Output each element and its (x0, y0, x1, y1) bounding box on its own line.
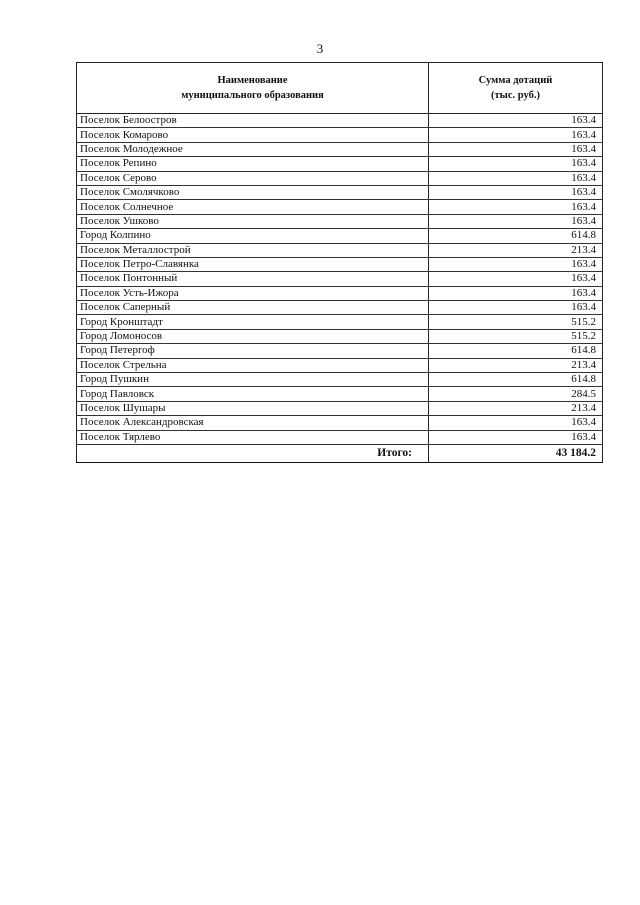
subsidy-sum-cell: 163.4 (429, 114, 603, 128)
table-row (77, 185, 603, 199)
municipality-name-cell: Поселок Солнечное (77, 200, 429, 214)
table-row (77, 401, 603, 415)
column-header-municipality-line2: муниципального образования (181, 90, 324, 101)
subsidy-sum-cell: 163.4 (429, 185, 603, 199)
table-row (77, 358, 603, 372)
municipality-name-cell: Поселок Белоостров (77, 114, 429, 128)
municipality-name-cell: Поселок Смолячково (77, 185, 429, 199)
subsidy-sum-cell: 614.8 (429, 344, 603, 358)
subsidy-sum-cell: 163.4 (429, 416, 603, 430)
table-row (77, 171, 603, 185)
table-row (77, 243, 603, 257)
column-header-municipality (77, 63, 429, 114)
municipality-name-cell: Город Петергоф (77, 344, 429, 358)
subsidy-sum-cell: 213.4 (429, 243, 603, 257)
municipality-name-cell: Город Колпино (77, 229, 429, 243)
subsidy-sum-cell: 213.4 (429, 401, 603, 415)
column-header-subsidy-sum (429, 63, 603, 114)
municipality-name-cell: Поселок Шушары (77, 401, 429, 415)
municipality-name-cell: Поселок Саперный (77, 301, 429, 315)
municipality-name-cell: Поселок Молодежное (77, 142, 429, 156)
table-row (77, 229, 603, 243)
table-header-row (77, 63, 603, 114)
subsidy-sum-cell: 614.8 (429, 229, 603, 243)
municipality-name-cell: Поселок Тярлево (77, 430, 429, 444)
subsidy-sum-cell: 163.4 (429, 128, 603, 142)
municipality-name-cell: Поселок Ушково (77, 214, 429, 228)
table-row (77, 114, 603, 128)
column-header-subsidy-sum-line1: Сумма дотаций (478, 75, 553, 86)
municipality-name-cell: Поселок Понтонный (77, 272, 429, 286)
total-label: Итого: (77, 444, 429, 462)
subsidy-sum-cell: 163.4 (429, 430, 603, 444)
subsidy-table (76, 62, 603, 463)
column-header-subsidy-sum-line2: (тыс. руб.) (491, 90, 540, 101)
municipality-name-cell: Поселок Стрельна (77, 358, 429, 372)
subsidy-sum-cell: 163.4 (429, 214, 603, 228)
municipality-name-cell: Город Кронштадт (77, 315, 429, 329)
table-row (77, 416, 603, 430)
table-row (77, 214, 603, 228)
subsidy-sum-cell: 213.4 (429, 358, 603, 372)
municipality-name-cell: Поселок Петро-Славянка (77, 257, 429, 271)
table-row (77, 315, 603, 329)
column-header-municipality-line1: Наименование (217, 75, 288, 86)
municipality-name-cell: Поселок Репино (77, 157, 429, 171)
table-row (77, 344, 603, 358)
table-row (77, 257, 603, 271)
page-number: 3 (316, 41, 324, 56)
subsidy-sum-cell: 163.4 (429, 272, 603, 286)
municipality-name-cell: Поселок Серово (77, 171, 429, 185)
subsidy-sum-cell: 163.4 (429, 286, 603, 300)
table-row (77, 373, 603, 387)
municipality-name-cell: Поселок Комарово (77, 128, 429, 142)
subsidy-sum-cell: 515.2 (429, 329, 603, 343)
table-row (77, 301, 603, 315)
table-row (77, 142, 603, 156)
subsidy-sum-cell: 163.4 (429, 257, 603, 271)
subsidy-sum-cell: 163.4 (429, 171, 603, 185)
total-value: 43 184.2 (429, 444, 603, 462)
municipality-name-cell: Поселок Металлострой (77, 243, 429, 257)
subsidy-sum-cell: 515.2 (429, 315, 603, 329)
table-row (77, 286, 603, 300)
table-row (77, 272, 603, 286)
municipality-name-cell: Поселок Александровская (77, 416, 429, 430)
total-row (77, 444, 603, 462)
subsidy-sum-cell: 284.5 (429, 387, 603, 401)
table-row (77, 200, 603, 214)
table-row (77, 157, 603, 171)
subsidy-sum-cell: 163.4 (429, 200, 603, 214)
subsidy-sum-cell: 163.4 (429, 142, 603, 156)
table-row (77, 128, 603, 142)
municipality-name-cell: Поселок Усть-Ижора (77, 286, 429, 300)
table-body (77, 114, 603, 445)
subsidy-sum-cell: 163.4 (429, 301, 603, 315)
table-row (77, 329, 603, 343)
table-row (77, 430, 603, 444)
municipality-name-cell: Город Ломоносов (77, 329, 429, 343)
municipality-name-cell: Город Пушкин (77, 373, 429, 387)
subsidy-sum-cell: 614.8 (429, 373, 603, 387)
municipality-name-cell: Город Павловск (77, 387, 429, 401)
table-row (77, 387, 603, 401)
subsidy-sum-cell: 163.4 (429, 157, 603, 171)
